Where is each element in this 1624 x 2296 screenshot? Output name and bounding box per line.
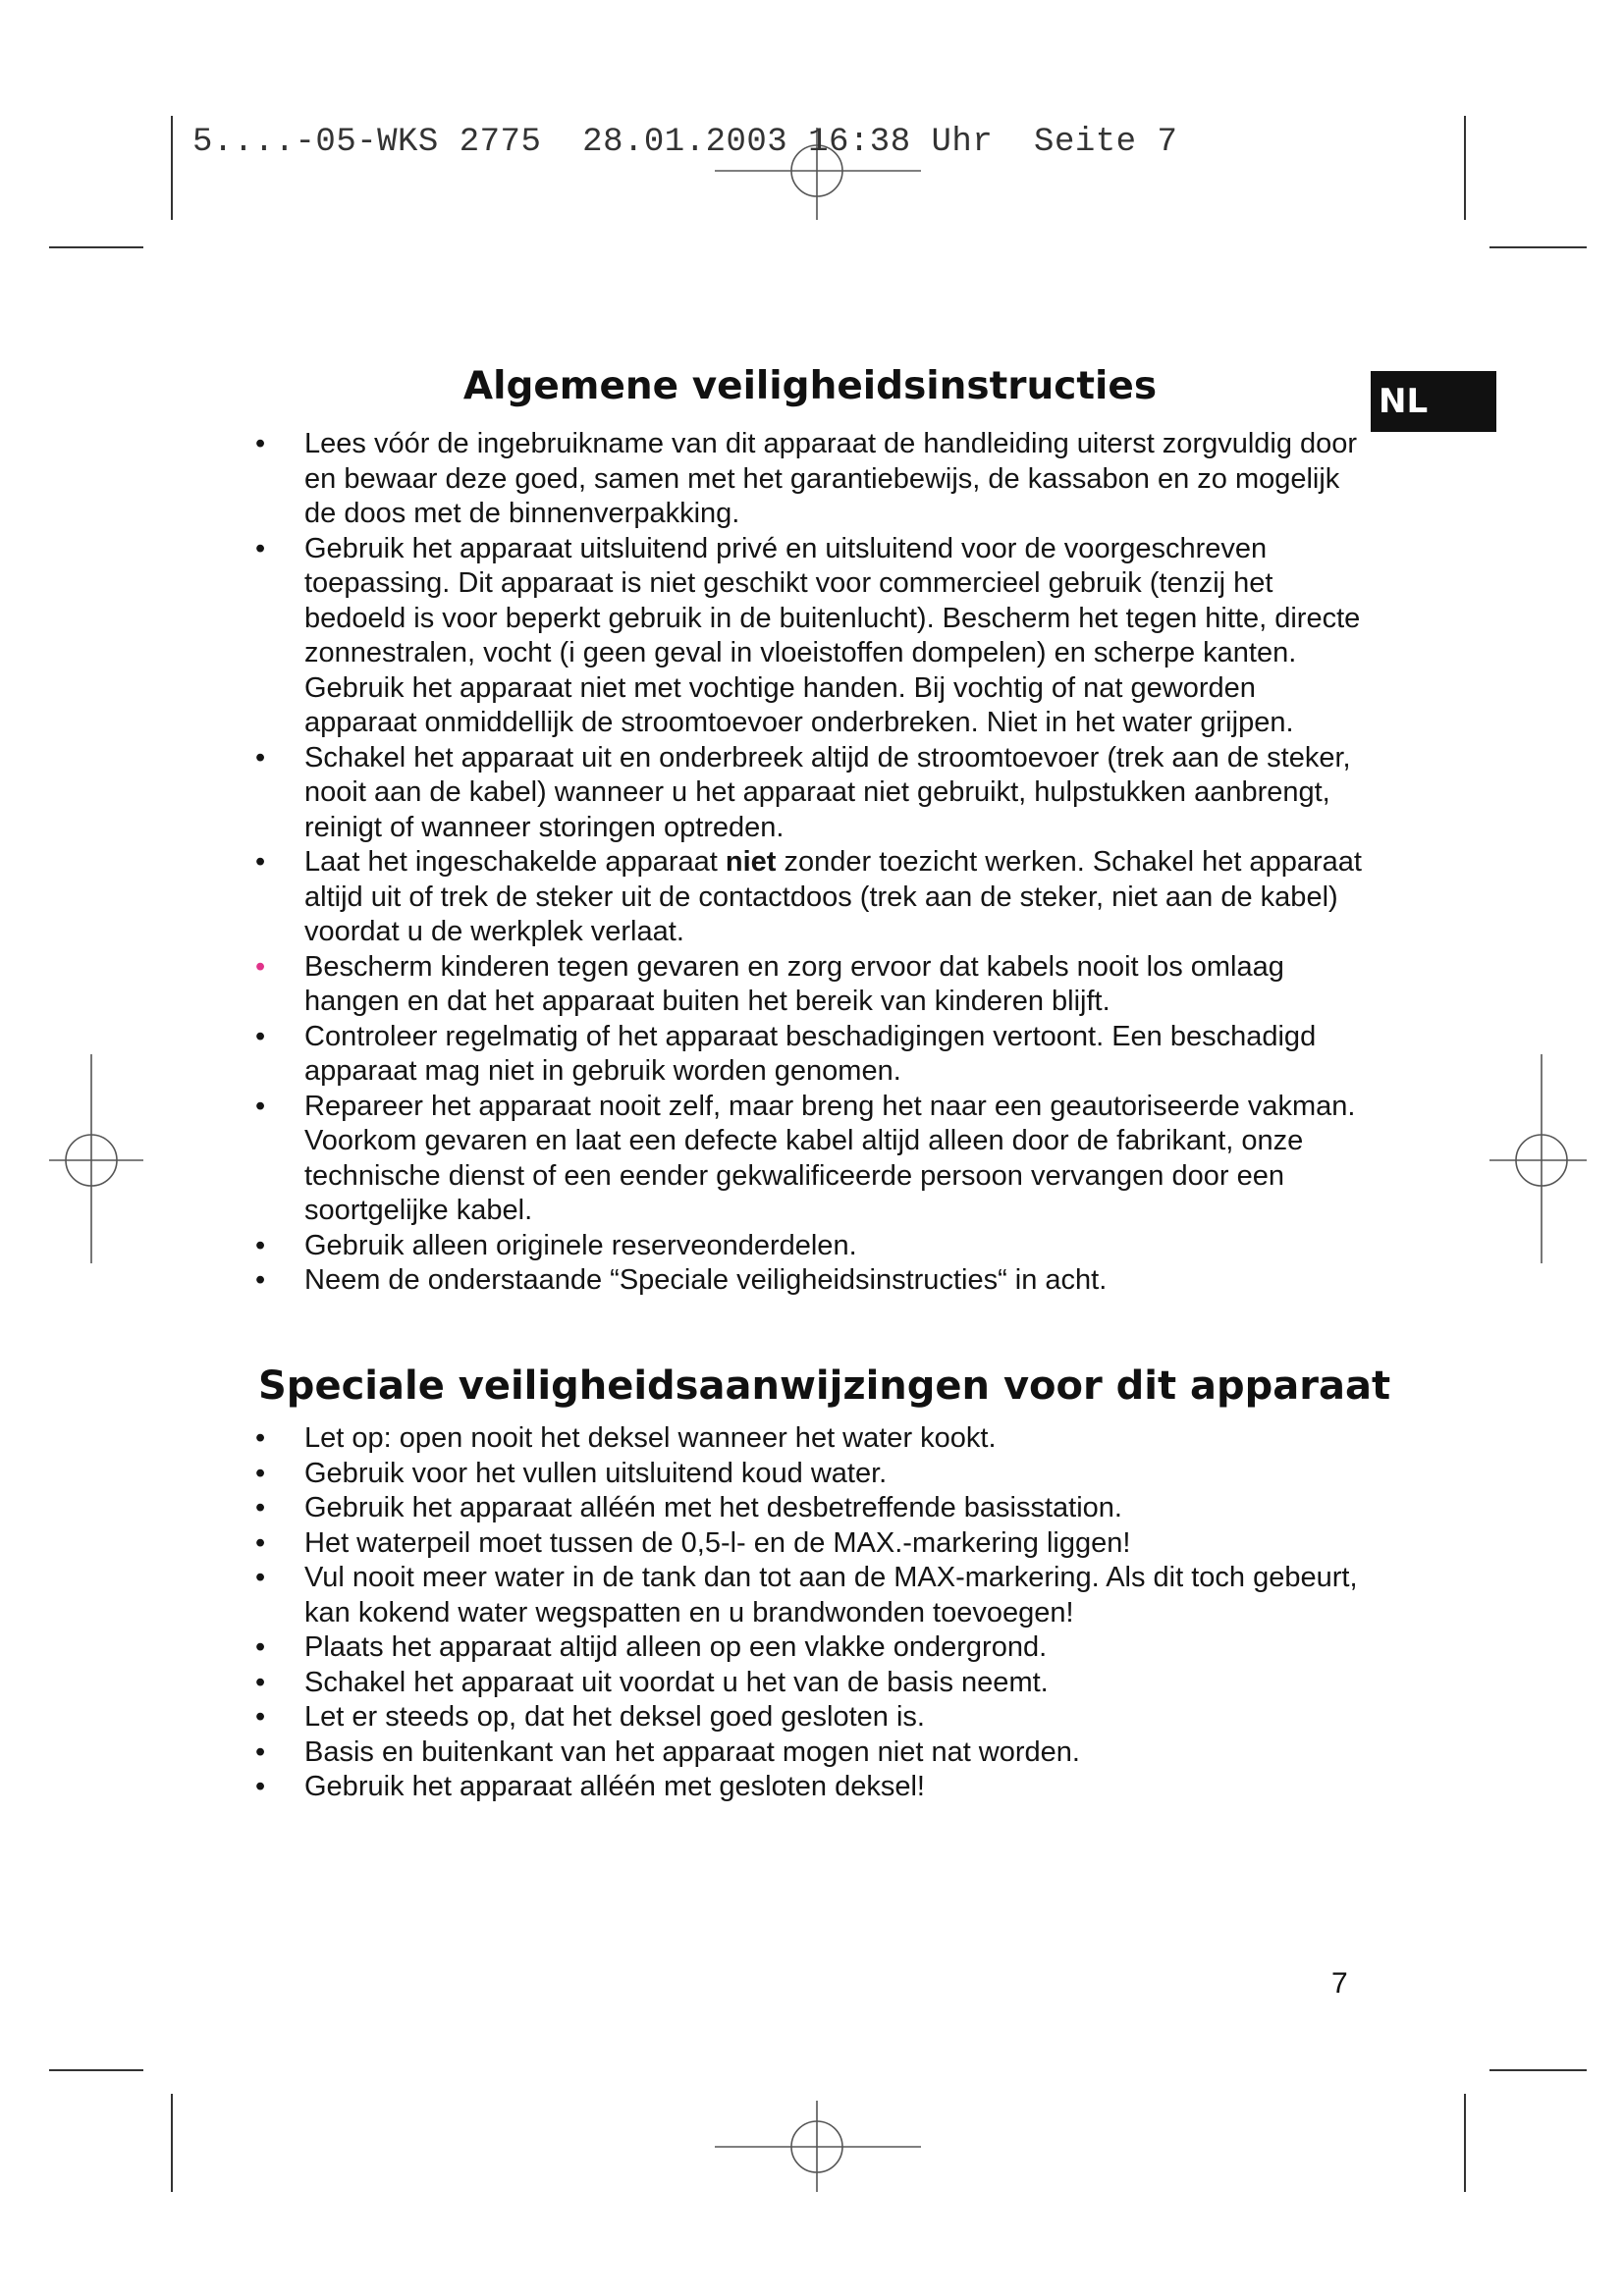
bullet-icon: • (255, 1020, 266, 1052)
special-safety-list (255, 1421, 1365, 1805)
bullet-icon: • (255, 950, 266, 983)
bullet-icon: • (255, 532, 266, 564)
list-item: • Bescherm kinderen tegen gevaren en zorg ervoor dat kabels nooit los omlaag hangen en dat het apparaat buiten het bereik van kinderen blijft. (255, 950, 1284, 1017)
list-item: • Vul nooit meer water in de tank dan tot aan de MAX-markering. Als dit toch gebeurt, kan kokend water wegspatten en u brandwonden toevoegen! (255, 1562, 1358, 1629)
list-item: • Gebruik het apparaat uitsluitend privé en uitsluitend voor de voorgeschreven toepassing. Dit apparaat is niet geschikt voor commercieel gebruik (tenzij het bedoeld is voor beperkt gebruik in de buitenlucht). Bescherm het tegen hitte, directe zonnestralen, vocht (i geen geval in vloeistoffen dompelen) en scherpe kanten. Gebruik het apparaat niet met vochtige handen. Bij vochtig of nat geworden apparaat onmiddellijk de stroomtoevoer onderbreken. Niet in het water grijpen. (255, 532, 1361, 738)
page-number: 7 (1331, 1967, 1348, 2000)
emphasis-niet: niet (725, 846, 777, 878)
list-item: • Let er steeds op, dat het deksel goed gesloten is. (255, 1700, 1365, 1735)
bullet-icon: • (255, 1526, 266, 1559)
bullet-icon: • (255, 1701, 266, 1733)
list-item: • Laat het ingeschakelde apparaat niet zonder toezicht werken. Schakel het apparaat altijd uit of trek de steker uit de contactdoos (trek aan de steker, niet aan de kabel) voordat u de werkplek verlaat. (255, 846, 1362, 947)
list-item: • Gebruik het apparaat alléén met gesloten deksel! (255, 1770, 1365, 1805)
list-item: • Neem de onderstaande “Speciale veiligheidsinstructies“ in acht. (255, 1263, 1365, 1299)
list-item: • Lees vóór de ingebruikname van dit apparaat de handleiding uiterst zorgvuldig door en bewaar deze goed, samen met het garantiebewijs, de kassabon en zo mogelijk de doos met de binnenverpakking. (255, 428, 1358, 529)
bullet-icon: • (255, 1735, 266, 1768)
bullet-icon: • (255, 1457, 266, 1489)
special-safety-heading: Speciale veiligheidsaanwijzingen voor dit apparaat (258, 1363, 1391, 1409)
bullet-icon: • (255, 1562, 266, 1593)
bullet-icon: • (255, 428, 266, 459)
bullet-icon: • (255, 1422, 266, 1454)
list-item: • Gebruik voor het vullen uitsluitend koud water. (255, 1457, 1365, 1492)
list-item: • Controleer regelmatig of het apparaat beschadigingen vertoont. Een beschadigd apparaat mag niet in gebruik worden genomen. (255, 1020, 1317, 1087)
bullet-icon: • (255, 1229, 266, 1261)
bullet-icon: • (255, 741, 266, 774)
bullet-icon: • (255, 846, 266, 878)
list-item: • Plaats het apparaat altijd alleen op een vlakke ondergrond. (255, 1630, 1365, 1666)
bullet-icon: • (255, 1264, 266, 1296)
bullet-icon: • (255, 1631, 266, 1663)
general-safety-heading: Algemene veiligheidsinstructies (462, 364, 1158, 408)
list-item: • Repareer het apparaat nooit zelf, maar breng het naar een geautoriseerde vakman. Voorkom gevaren en laat een defecte kabel altijd alleen door de fabrikant, onze technische dienst of een eender gekwalificeerde persoon vervangen door een soortgelijke kabel. (255, 1090, 1356, 1226)
list-item: • Gebruik alleen originele reserveonderdelen. (255, 1229, 1365, 1264)
bullet-icon: • (255, 1492, 266, 1523)
list-item: • Het waterpeil moet tussen de 0,5-l- en de MAX.-markering liggen! (255, 1526, 1365, 1562)
list-item: • Gebruik het apparaat alléén met het desbetreffende basisstation. (255, 1491, 1365, 1526)
bullet-icon: • (255, 1090, 266, 1122)
list-item: • Basis en buitenkant van het apparaat mogen niet nat worden. (255, 1735, 1365, 1771)
list-item: • Schakel het apparaat uit voordat u het van de basis neemt. (255, 1666, 1365, 1701)
print-slug: 5....-05-WKS 2775 28.01.2003 16:38 Uhr Seite 7 (192, 124, 1178, 161)
list-item: • Schakel het apparaat uit en onderbreek altijd de stroomtoevoer (trek aan de steker, nooit aan de kabel) wanneer u het apparaat niet gebruikt, hulpstukken aanbrengt, reinigt of wanneer storingen optreden. (255, 741, 1351, 843)
bullet-icon: • (255, 1771, 266, 1802)
general-safety-list (255, 427, 1365, 1299)
language-tab: NL (1371, 371, 1496, 432)
bullet-icon: • (255, 1666, 266, 1698)
list-item: • Let op: open nooit het deksel wanneer het water kookt. (255, 1421, 1365, 1457)
